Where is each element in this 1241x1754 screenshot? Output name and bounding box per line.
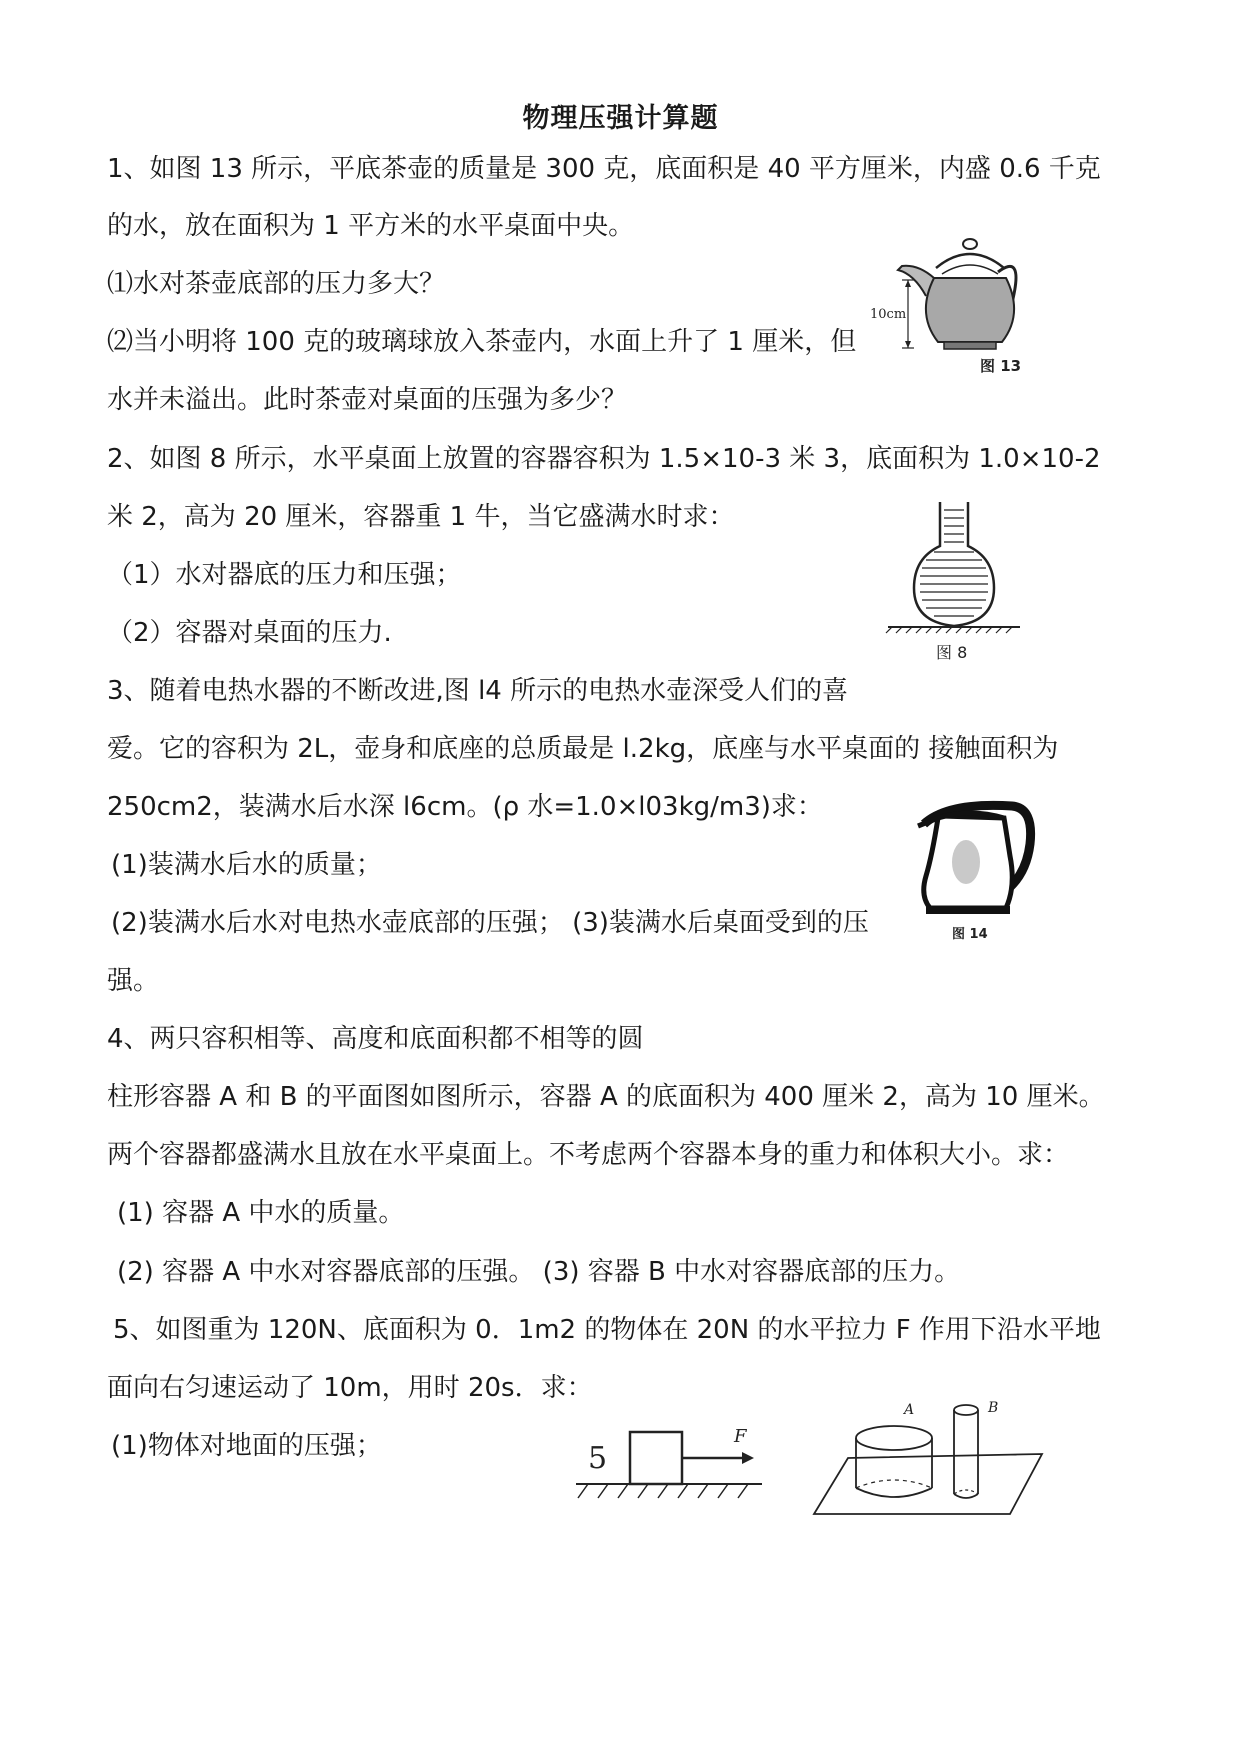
flask-caption: 图 8 [936, 643, 968, 662]
flask-figure [884, 496, 1024, 666]
teapot-height-label: 10cm [870, 307, 907, 322]
q2-line-1: 2、如图 8 所示，水平桌面上放置的容器容积为 1.5×10-3 米 3，底面积为 1.0×10-2 [107, 444, 1101, 474]
q4-sub-1: (1) 容器 A 中水的质量。 [117, 1198, 405, 1228]
q2-line-2: 米 2，高为 20 厘米，容器重 1 牛，当它盛满水时求： [107, 502, 735, 532]
q1-sub-1: ⑴水对茶壶底部的压力多大？ [107, 269, 446, 299]
q1-sub-2-cont: 水并未溢出。此时茶壶对桌面的压强为多少？ [107, 385, 628, 415]
q3-sub-2: (2)装满水后水对电热水壶底部的压强； (3)装满水后桌面受到的压 [111, 908, 869, 938]
kettle-figure [908, 796, 1038, 946]
q4-sub-2: (2) 容器 A 中水对容器底部的压强。 (3) 容器 B 中水对容器底部的压力。 [117, 1257, 961, 1287]
block-force-figure [574, 1412, 764, 1508]
block-mark: 5 [588, 1441, 608, 1476]
q1-line-1: 1、如图 13 所示，平底茶壶的质量是 300 克，底面积是 40 平方厘米，内盛 0.6 千克 [107, 154, 1101, 184]
cylinders-figure [808, 1398, 1044, 1516]
q3-line-1: 3、随着电热水器的不断改进,图 l4 所示的电热水壶深受人们的喜 [107, 676, 849, 706]
q5-line-1: 5、如图重为 120N、底面积为 0．1m2 的物体在 20N 的水平拉力 F 作用下沿水平地 [113, 1315, 1101, 1345]
q3-line-3: 250cm2，装满水后水深 l6cm。(ρ 水=1.0×l03kg/m3)求： [107, 792, 823, 822]
force-label: F [734, 1426, 747, 1447]
q5-line-2: 面向右匀速运动了 10m，用时 20s．求： [107, 1373, 593, 1403]
q3-sub-2-cont: 强。 [107, 966, 160, 996]
q2-sub-1: （1）水对器底的压力和压强； [107, 560, 462, 590]
teapot-caption: 图 13 [980, 357, 1022, 375]
q2-sub-2: （2）容器对桌面的压力. [107, 618, 392, 648]
q3-sub-1: (1)装满水后水的质量； [111, 850, 382, 880]
q1-sub-2: ⑵当小明将 100 克的玻璃球放入茶壶内，水面上升了 1 厘米，但 [107, 327, 857, 357]
cylinder-b-label: B [988, 1400, 999, 1416]
kettle-caption: 图 14 [952, 927, 988, 942]
q5-sub-1: (1)物体对地面的压强； [111, 1431, 382, 1461]
page-title: 物理压强计算题 [522, 103, 719, 134]
q4-line-2: 柱形容器 A 和 B 的平面图如图所示，容器 A 的底面积为 400 厘米 2，高为 10 厘米。 [107, 1082, 1105, 1112]
teapot-figure [868, 234, 1038, 382]
q3-line-2: 爱。它的容积为 2L，壶身和底座的总质最是 l.2kg，底座与水平桌面的 接触面积为 [107, 734, 1059, 764]
q1-line-2: 的水，放在面积为 1 平方米的水平桌面中央。 [107, 211, 635, 241]
q4-line-1: 4、两只容积相等、高度和底面积都不相等的圆 [107, 1024, 644, 1054]
cylinder-a-label: A [904, 1402, 915, 1418]
q4-line-3: 两个容器都盛满水且放在水平桌面上。不考虑两个容器本身的重力和体积大小。求： [107, 1140, 1070, 1170]
